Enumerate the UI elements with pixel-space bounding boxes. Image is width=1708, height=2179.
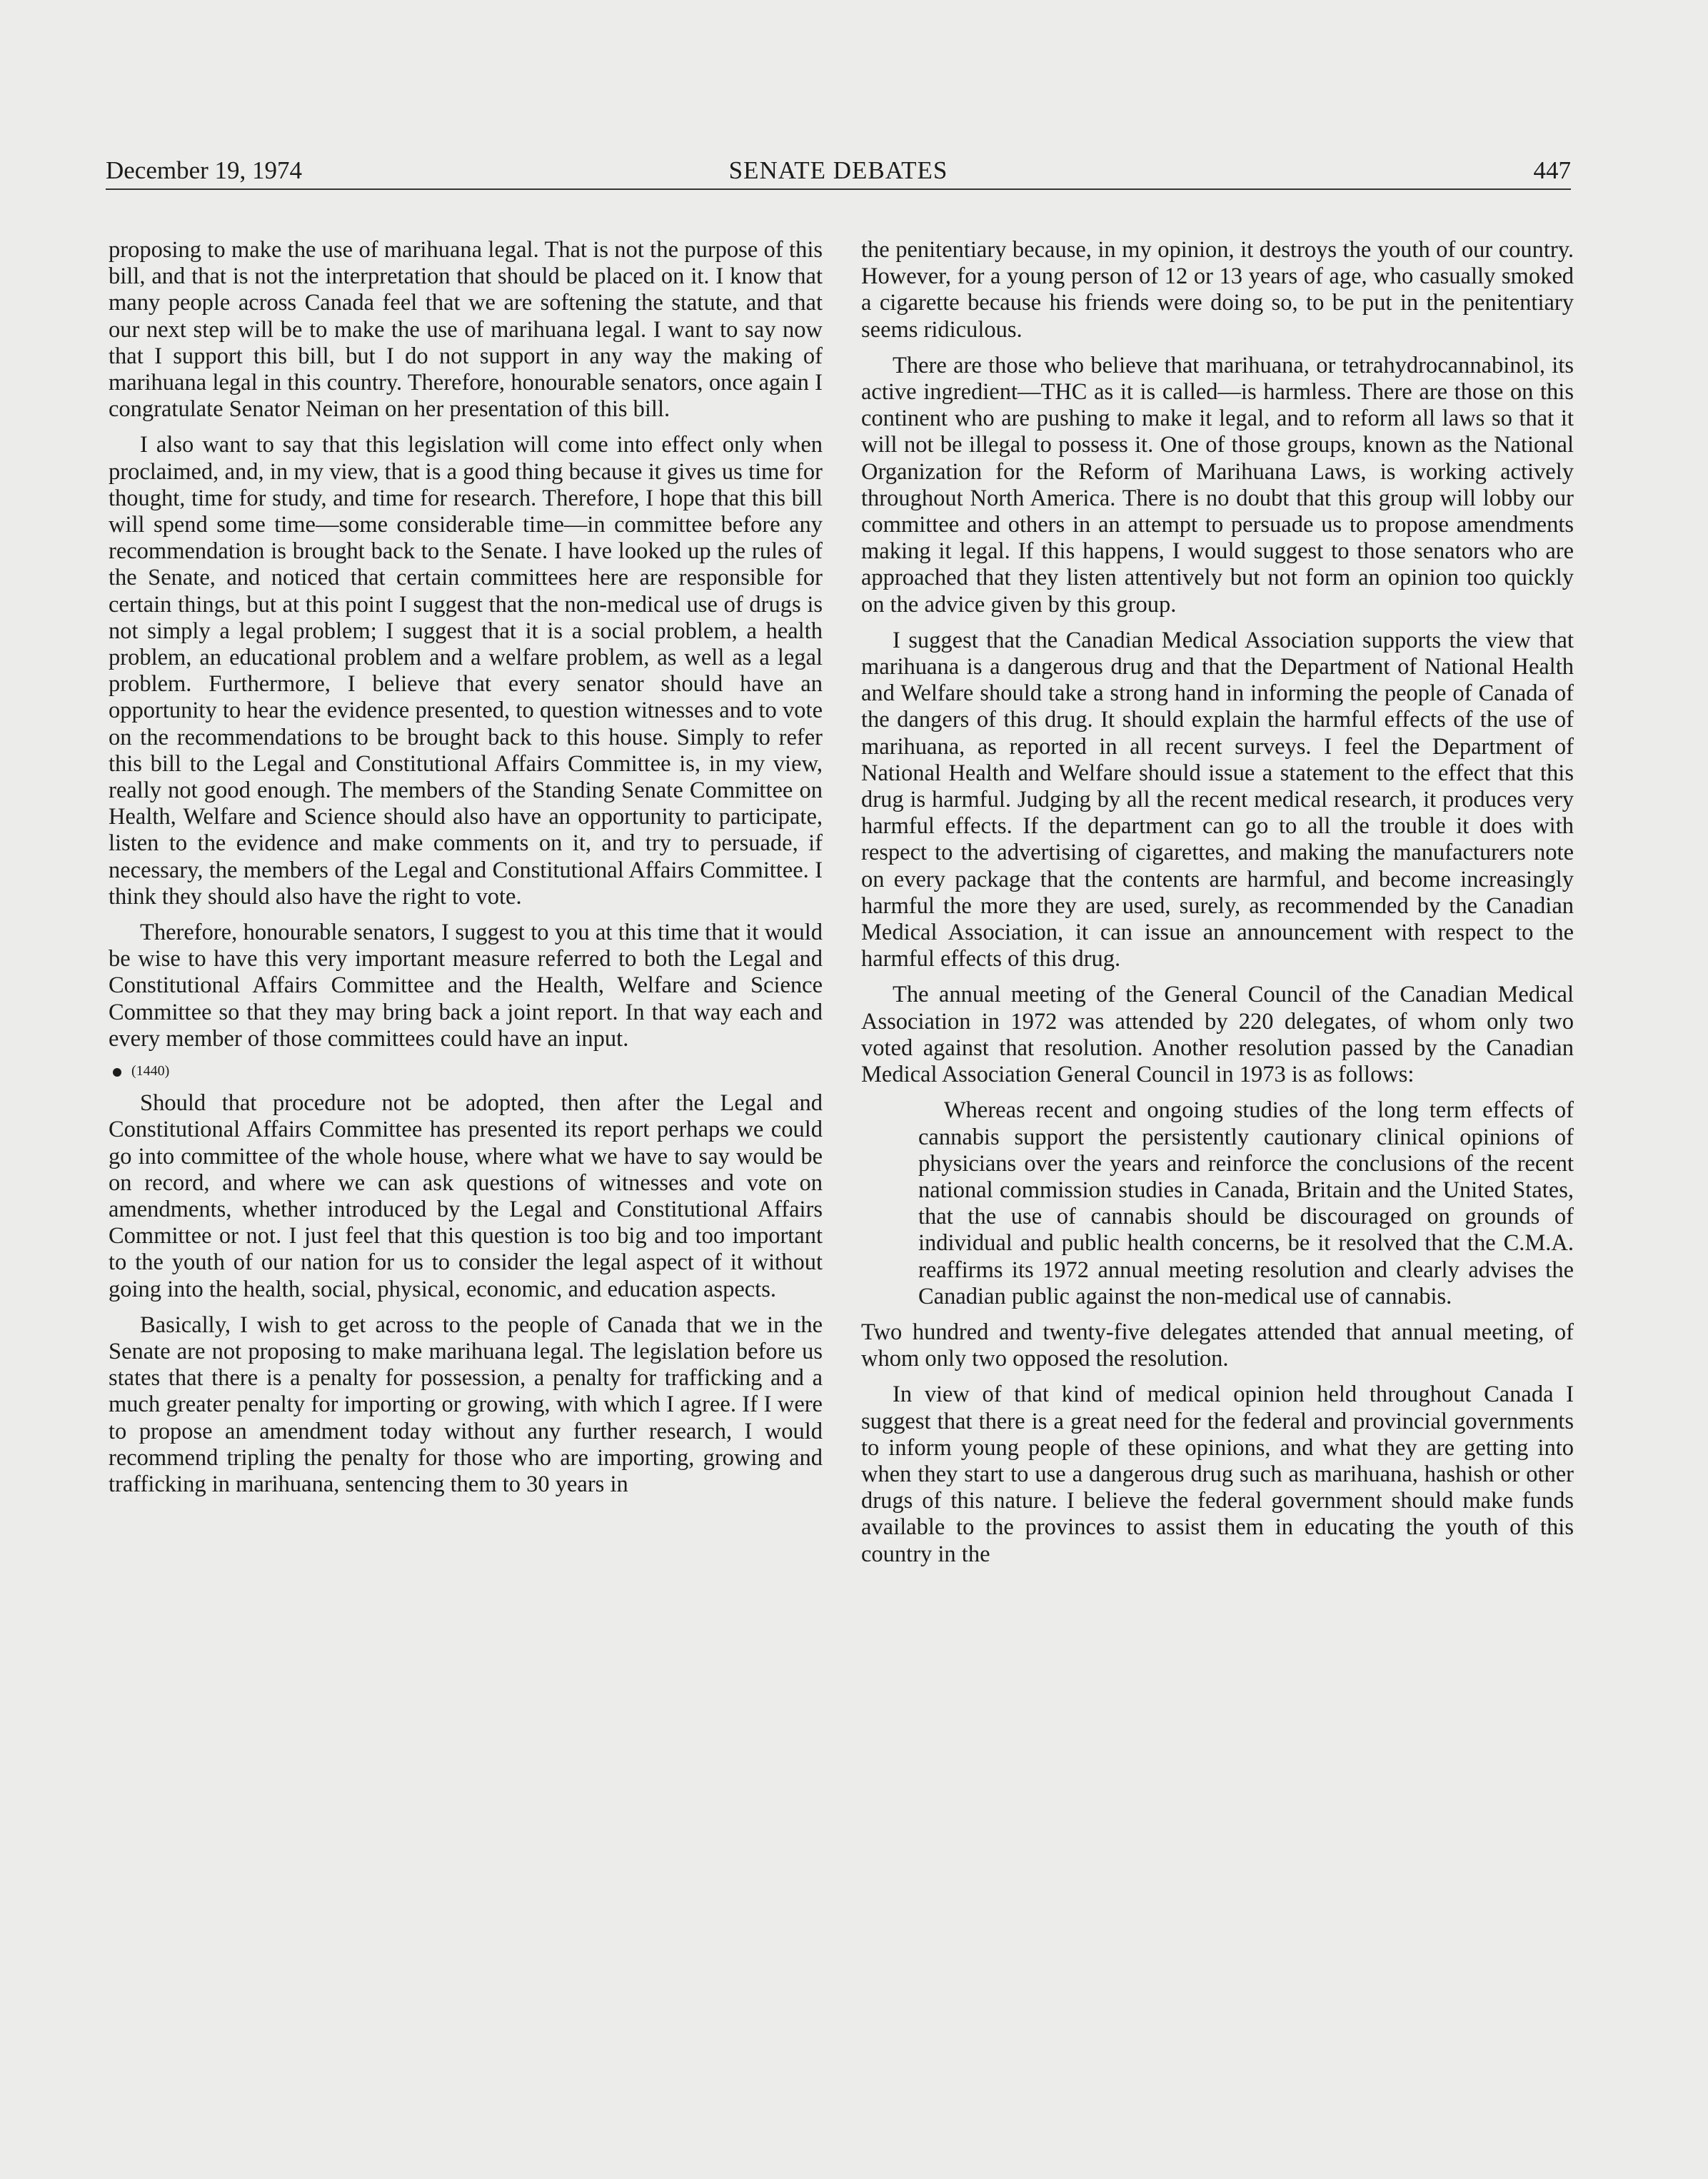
paragraph: There are those who believe that marihuana, or tetrahydrocannabinol, its active ingredient—THC as it is called—is harmless. There are those on this continent who are pushing to make it legal, and to reform all laws so that it will not be illegal to possess it. One of those groups, known as the National Organization for the Reform of Marihuana Laws, is working actively throughout North America. There is no doubt that this group will lobby our committee and others in an attempt to persuade us to propose amendments making it legal. If this happens, I would suggest to those senators who are approached that they listen attentively but not form an opinion too quickly on the advice given by this group.: [861, 352, 1574, 618]
left-column: [109, 237, 823, 1507]
page-number: 447: [1533, 156, 1571, 184]
paragraph: The annual meeting of the General Council of the Canadian Medical Association in 1972 was attended by 220 delegates, of whom only two voted against that resolution. Another resolution passed by the Canadian Medical Association General Council in 1973 is as follows:: [861, 982, 1574, 1088]
publication-title: SENATE DEBATES: [728, 156, 948, 184]
time-marker-text: (1440): [131, 1063, 170, 1080]
header-date: December 19, 1974: [106, 156, 303, 184]
right-column: [861, 237, 1574, 1577]
page-header: [106, 153, 1571, 190]
paragraph: the penitentiary because, in my opinion, it destroys the youth of our country. However, for a young person of 12 or 13 years of age, who casually smoked a cigarette because his friends were doing so, to be put in the penitentiary seems ridiculous.: [861, 237, 1574, 343]
paragraph: I suggest that the Canadian Medical Association supports the view that marihuana is a dangerous drug and that the Department of National Health and Welfare should take a strong hand in informing the people of Canada of the dangers of this drug. It should explain the harmful effects of the use of marihuana, as reported in all recent surveys. I feel the Department of National Health and Welfare should issue a statement to the effect that this drug is harmful. Judging by all the recent medical research, it produces very harmful effects. If the department can go to all the trouble it does with respect to the advertising of cigarettes, and making the manufacturers note on every package that the contents are harmful, and become increasingly harmful the more they are used, surely, as recommended by the Canadian Medical Association, it can issue an announcement with respect to the harmful effects of this drug.: [861, 627, 1574, 972]
paragraph: Two hundred and twenty-five delegates attended that annual meeting, of whom only two opposed the resolution.: [861, 1319, 1574, 1372]
paragraph: Should that procedure not be adopted, then after the Legal and Constitutional Affairs Committee has presented its report perhaps we could go into committee of the whole house, where what we have to say would be on record, and where we can ask questions of witnesses and vote on amendments, whether introduced by the Legal and Constitutional Affairs Committee or not. I just feel that this question is too big and too important to the youth of our nation for us to consider the legal aspect of it without going into the health, social, physical, economic, and education aspects.: [109, 1090, 823, 1302]
paragraph: Basically, I wish to get across to the people of Canada that we in the Senate are not proposing to make marihuana legal. The legislation before us states that there is a penalty for possession, a penalty for trafficking and a much greater penalty for importing or growing, with which I agree. If I were to propose an amendment today without any further research, I would recommend tripling the penalty for those who are importing, growing and trafficking in marihuana, sentencing them to 30 years in: [109, 1312, 823, 1497]
paragraph: Therefore, honourable senators, I suggest to you at this time that it would be wise to have this very important measure referred to both the Legal and Constitutional Affairs Committee and the Health, Welfare and Science Committee so that they may bring back a joint report. In that way each and every member of those committees could have an input.: [109, 920, 823, 1052]
paragraph: In view of that kind of medical opinion held throughout Canada I suggest that there is a great need for the federal and provincial governments to inform young people of these opinions, and what they are getting into when they start to use a dangerous drug such as marihuana, hashish or other drugs of this nature. I believe the federal government should make funds available to the provinces to assist them in educating the youth of this country in the: [861, 1382, 1574, 1567]
time-marker: [113, 1062, 823, 1080]
paragraph: I also want to say that this legislation will come into effect only when proclaimed, and, in my view, that is a good thing because it gives us time for thought, time for study, and time for research. Therefore, I hope that this bill will spend some time—some considerable time—in committee before any recommendation is brought back to the Senate. I have looked up the rules of the Senate, and noticed that certain committees here are responsible for certain things, but at this point I suggest that the non-medical use of drugs is not simply a legal problem; I suggest that it is a social problem, a health problem, an educational problem and a welfare problem, as well as a legal problem. Furthermore, I believe that every senator should have an opportunity to hear the evidence presented, to question witnesses and to vote on the recommendations to be brought back to this house. Simply to refer this bill to the Legal and Constitutional Affairs Committee is, in my view, really not good enough. The members of the Standing Senate Committee on Health, Welfare and Science should also have an opportunity to participate, listen to the evidence and make comments on it, and try to persuade, if necessary, the members of the Legal and Constitutional Affairs Committee. I think they should also have the right to vote.: [109, 432, 823, 910]
block-quote: Whereas recent and ongoing studies of the long term effects of cannabis support the persistently cautionary clinical opinions of physicians over the years and reinforce the conclusions of the recent national commission studies in Canada, Britain and the United States, that the use of cannabis should be discouraged on grounds of individual and public health concerns, be it resolved that the C.M.A. reaffirms its 1972 annual meeting resolution and clearly advises the Canadian public against the non-medical use of cannabis.: [918, 1097, 1574, 1309]
bullet-icon: [113, 1068, 121, 1077]
paragraph: proposing to make the use of marihuana legal. That is not the purpose of this bill, and that is not the interpretation that should be placed on it. I know that many people across Canada feel that we are softening the statute, and that our next step will be to make the use of marihuana legal. I want to say now that I support this bill, but I do not support in any way the making of marihuana legal in this country. Therefore, honourable senators, once again I congratulate Senator Neiman on her presentation of this bill.: [109, 237, 823, 423]
